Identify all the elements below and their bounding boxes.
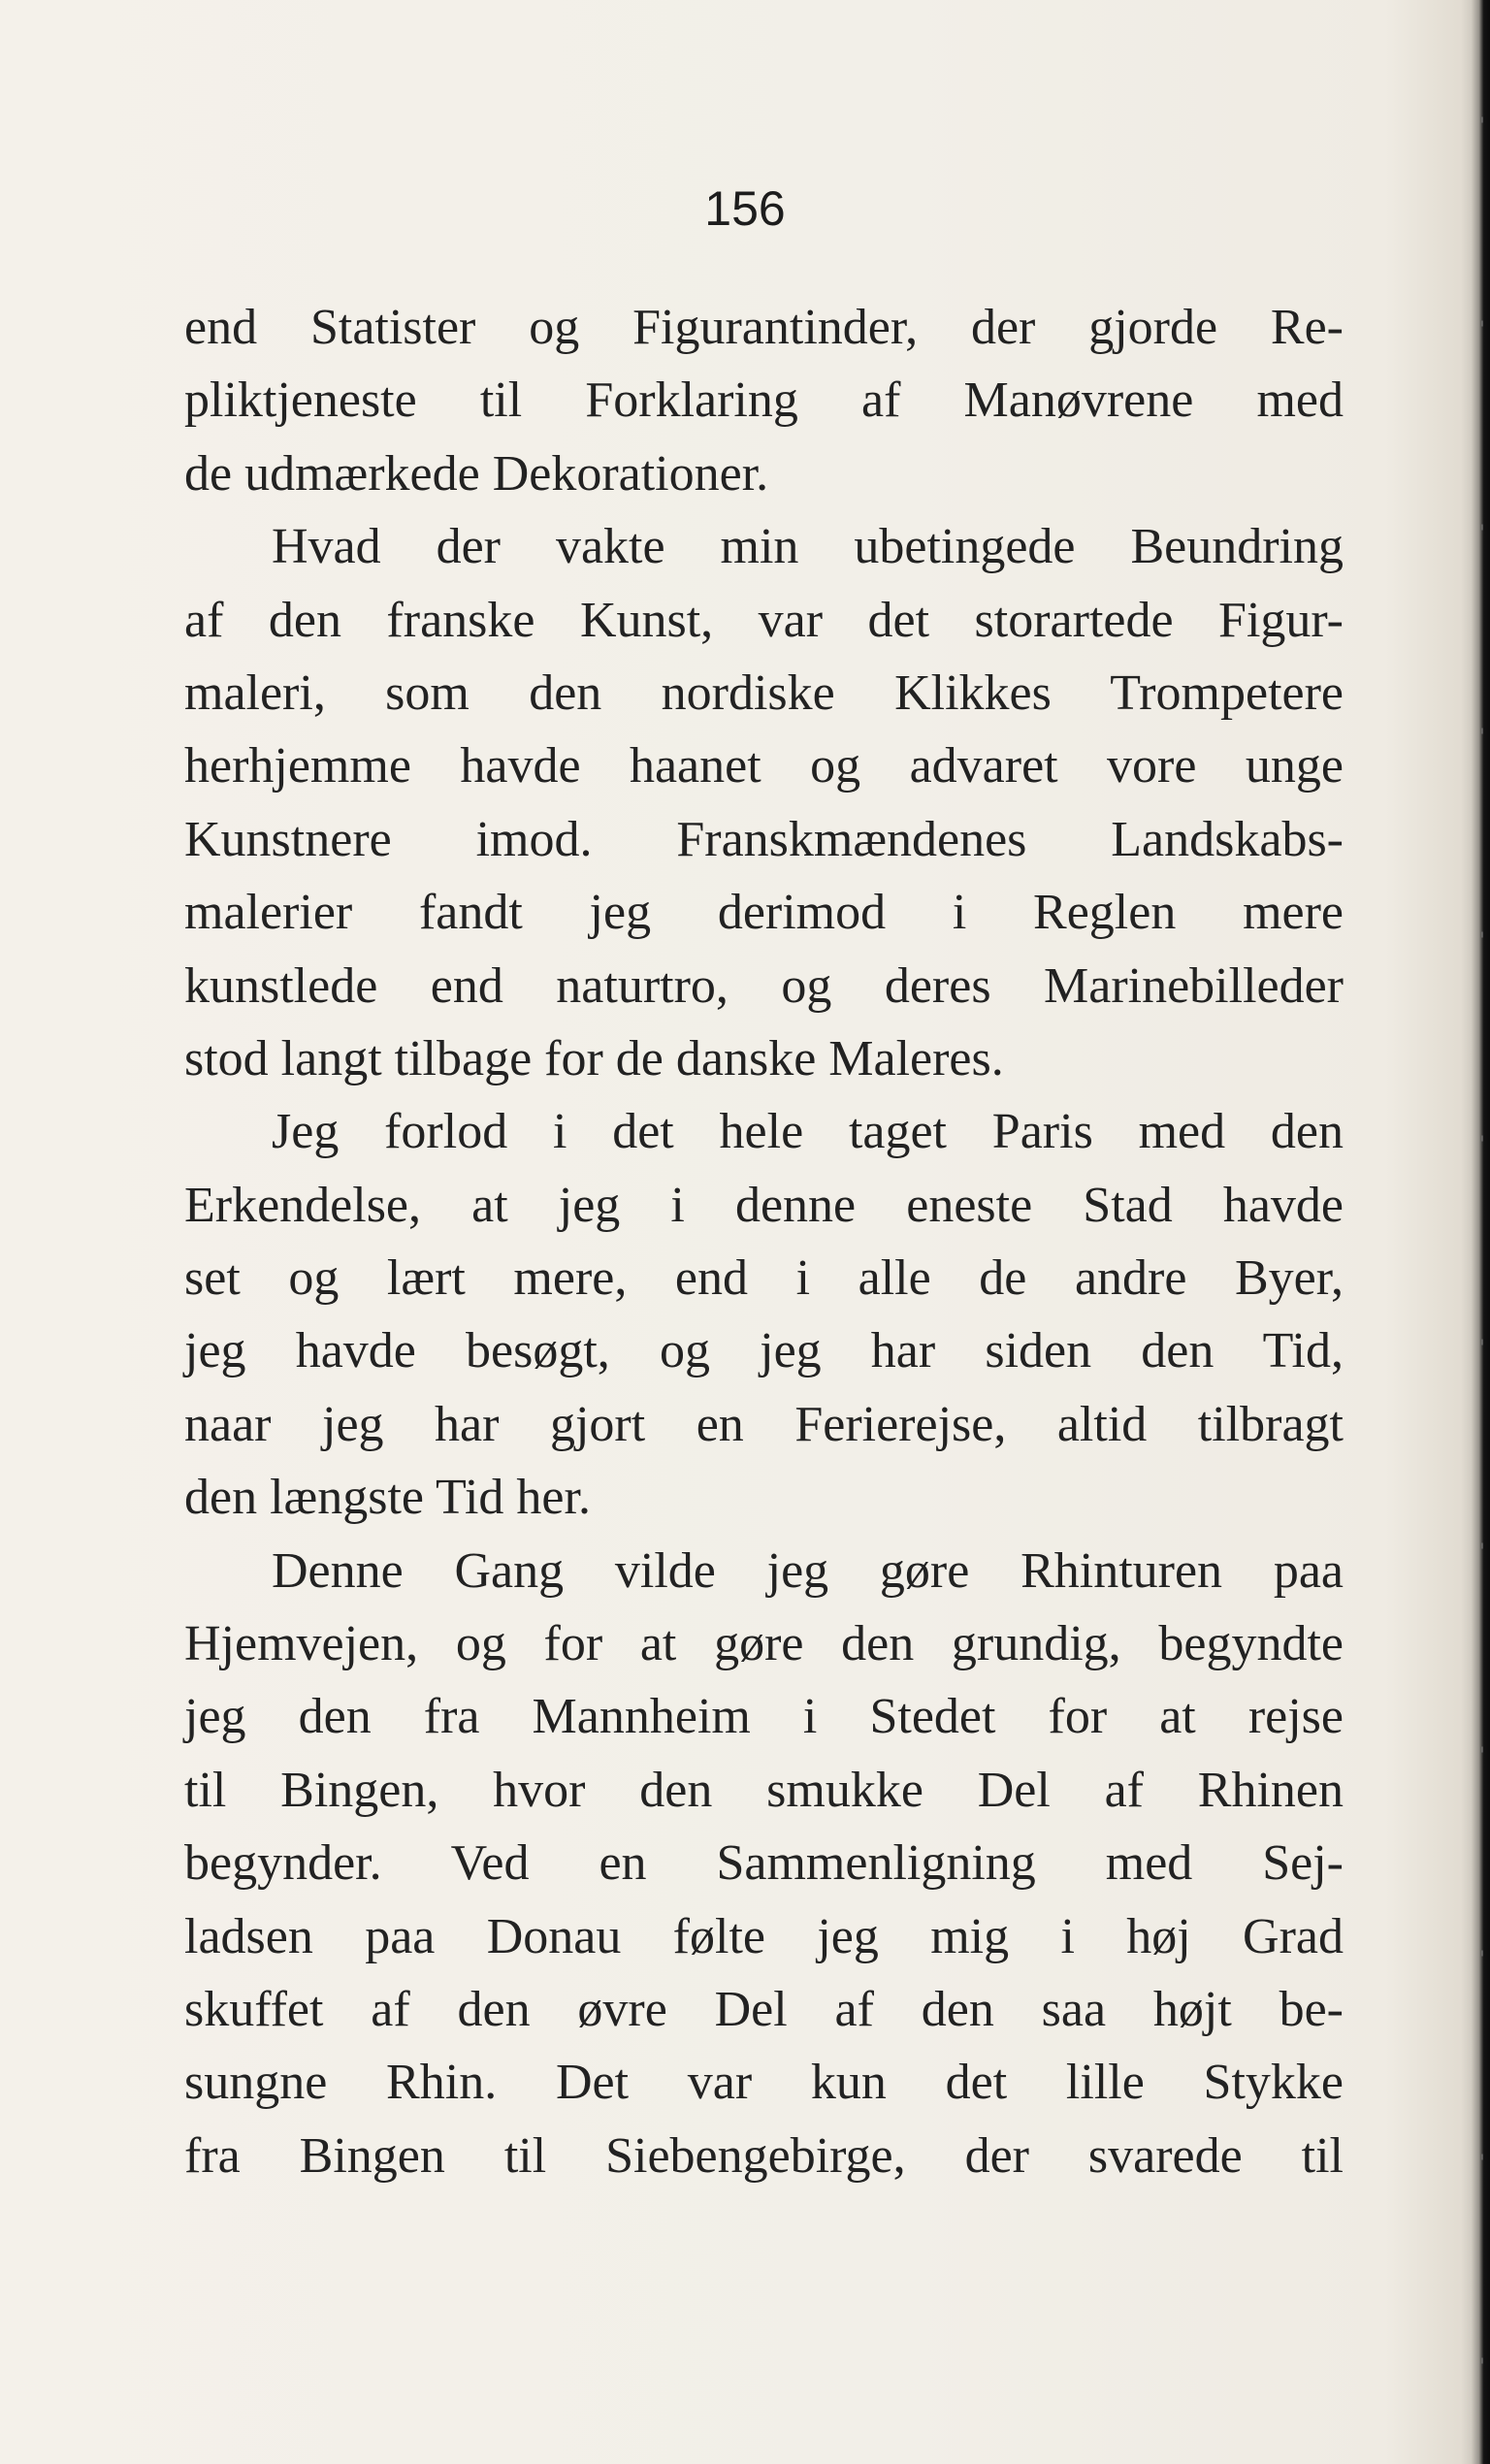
text-line: af den franske Kunst, var det storartede Figur- xyxy=(184,592,1344,648)
text-line: begynder. Ved en Sammenligning med Sej- xyxy=(184,1835,1344,1892)
text-line: malerier fandt jeg derimod i Reglen mere xyxy=(184,885,1344,941)
text-line: jeg havde besøgt, og jeg har siden den Tid, xyxy=(184,1323,1344,1379)
text-line: den længste Tid her. xyxy=(184,1470,591,1526)
text-line: Hjemvejen, og for at gøre den grundig, begyndte xyxy=(184,1616,1344,1672)
text-line: sungne Rhin. Det var kun det lille Stykke xyxy=(184,2055,1344,2111)
text-line: naar jeg har gjort en Ferierejse, altid tilbragt xyxy=(184,1396,1344,1452)
text-line: end Statister og Figurantinder, der gjorde Re- xyxy=(184,300,1344,355)
text-line: til Bingen, hvor den smukke Del af Rhinen xyxy=(184,1762,1344,1818)
text-line: fra Bingen til Siebengebirge, der svarede til xyxy=(184,2127,1344,2184)
text-line: herhjemme havde haanet og advaret vore unge xyxy=(184,738,1344,794)
text-line: pliktjeneste til Forklaring af Manøvrene med xyxy=(184,373,1344,429)
text-line: stod langt tilbage for de danske Maleres. xyxy=(184,1030,1004,1086)
text-line: set og lært mere, end i alle de andre Byer, xyxy=(184,1250,1344,1307)
text-line: Denne Gang vilde jeg gøre Rhinturen paa xyxy=(272,1542,1344,1599)
text-line: Jeg forlod i det hele taget Paris med den xyxy=(272,1104,1344,1160)
text-line: skuffet af den øvre Del af den saa højt be- xyxy=(184,1981,1344,2037)
text-line: kunstlede end naturtro, og deres Marinebilleder xyxy=(184,957,1344,1014)
text-line: Kunstnere imod. Franskmændenes Landskabs- xyxy=(184,811,1344,867)
text-line: ladsen paa Donau følte jeg mig i høj Grad xyxy=(184,1908,1344,1964)
text-line: Erkendelse, at jeg i denne eneste Stad havde xyxy=(184,1177,1344,1233)
page-number: 156 xyxy=(704,181,786,236)
text-line: Hvad der vakte min ubetingede Beundring xyxy=(272,519,1344,575)
spine-edge-marks xyxy=(1481,0,1483,2464)
text-line: maleri, som den nordiske Klikkes Trompetere xyxy=(184,665,1344,721)
text-line: de udmærkede Dekorationer. xyxy=(184,445,769,502)
book-spine-shadow xyxy=(1461,0,1490,2464)
text-line: jeg den fra Mannheim i Stedet for at rejse xyxy=(184,1689,1344,1745)
body-text xyxy=(184,291,1344,2192)
